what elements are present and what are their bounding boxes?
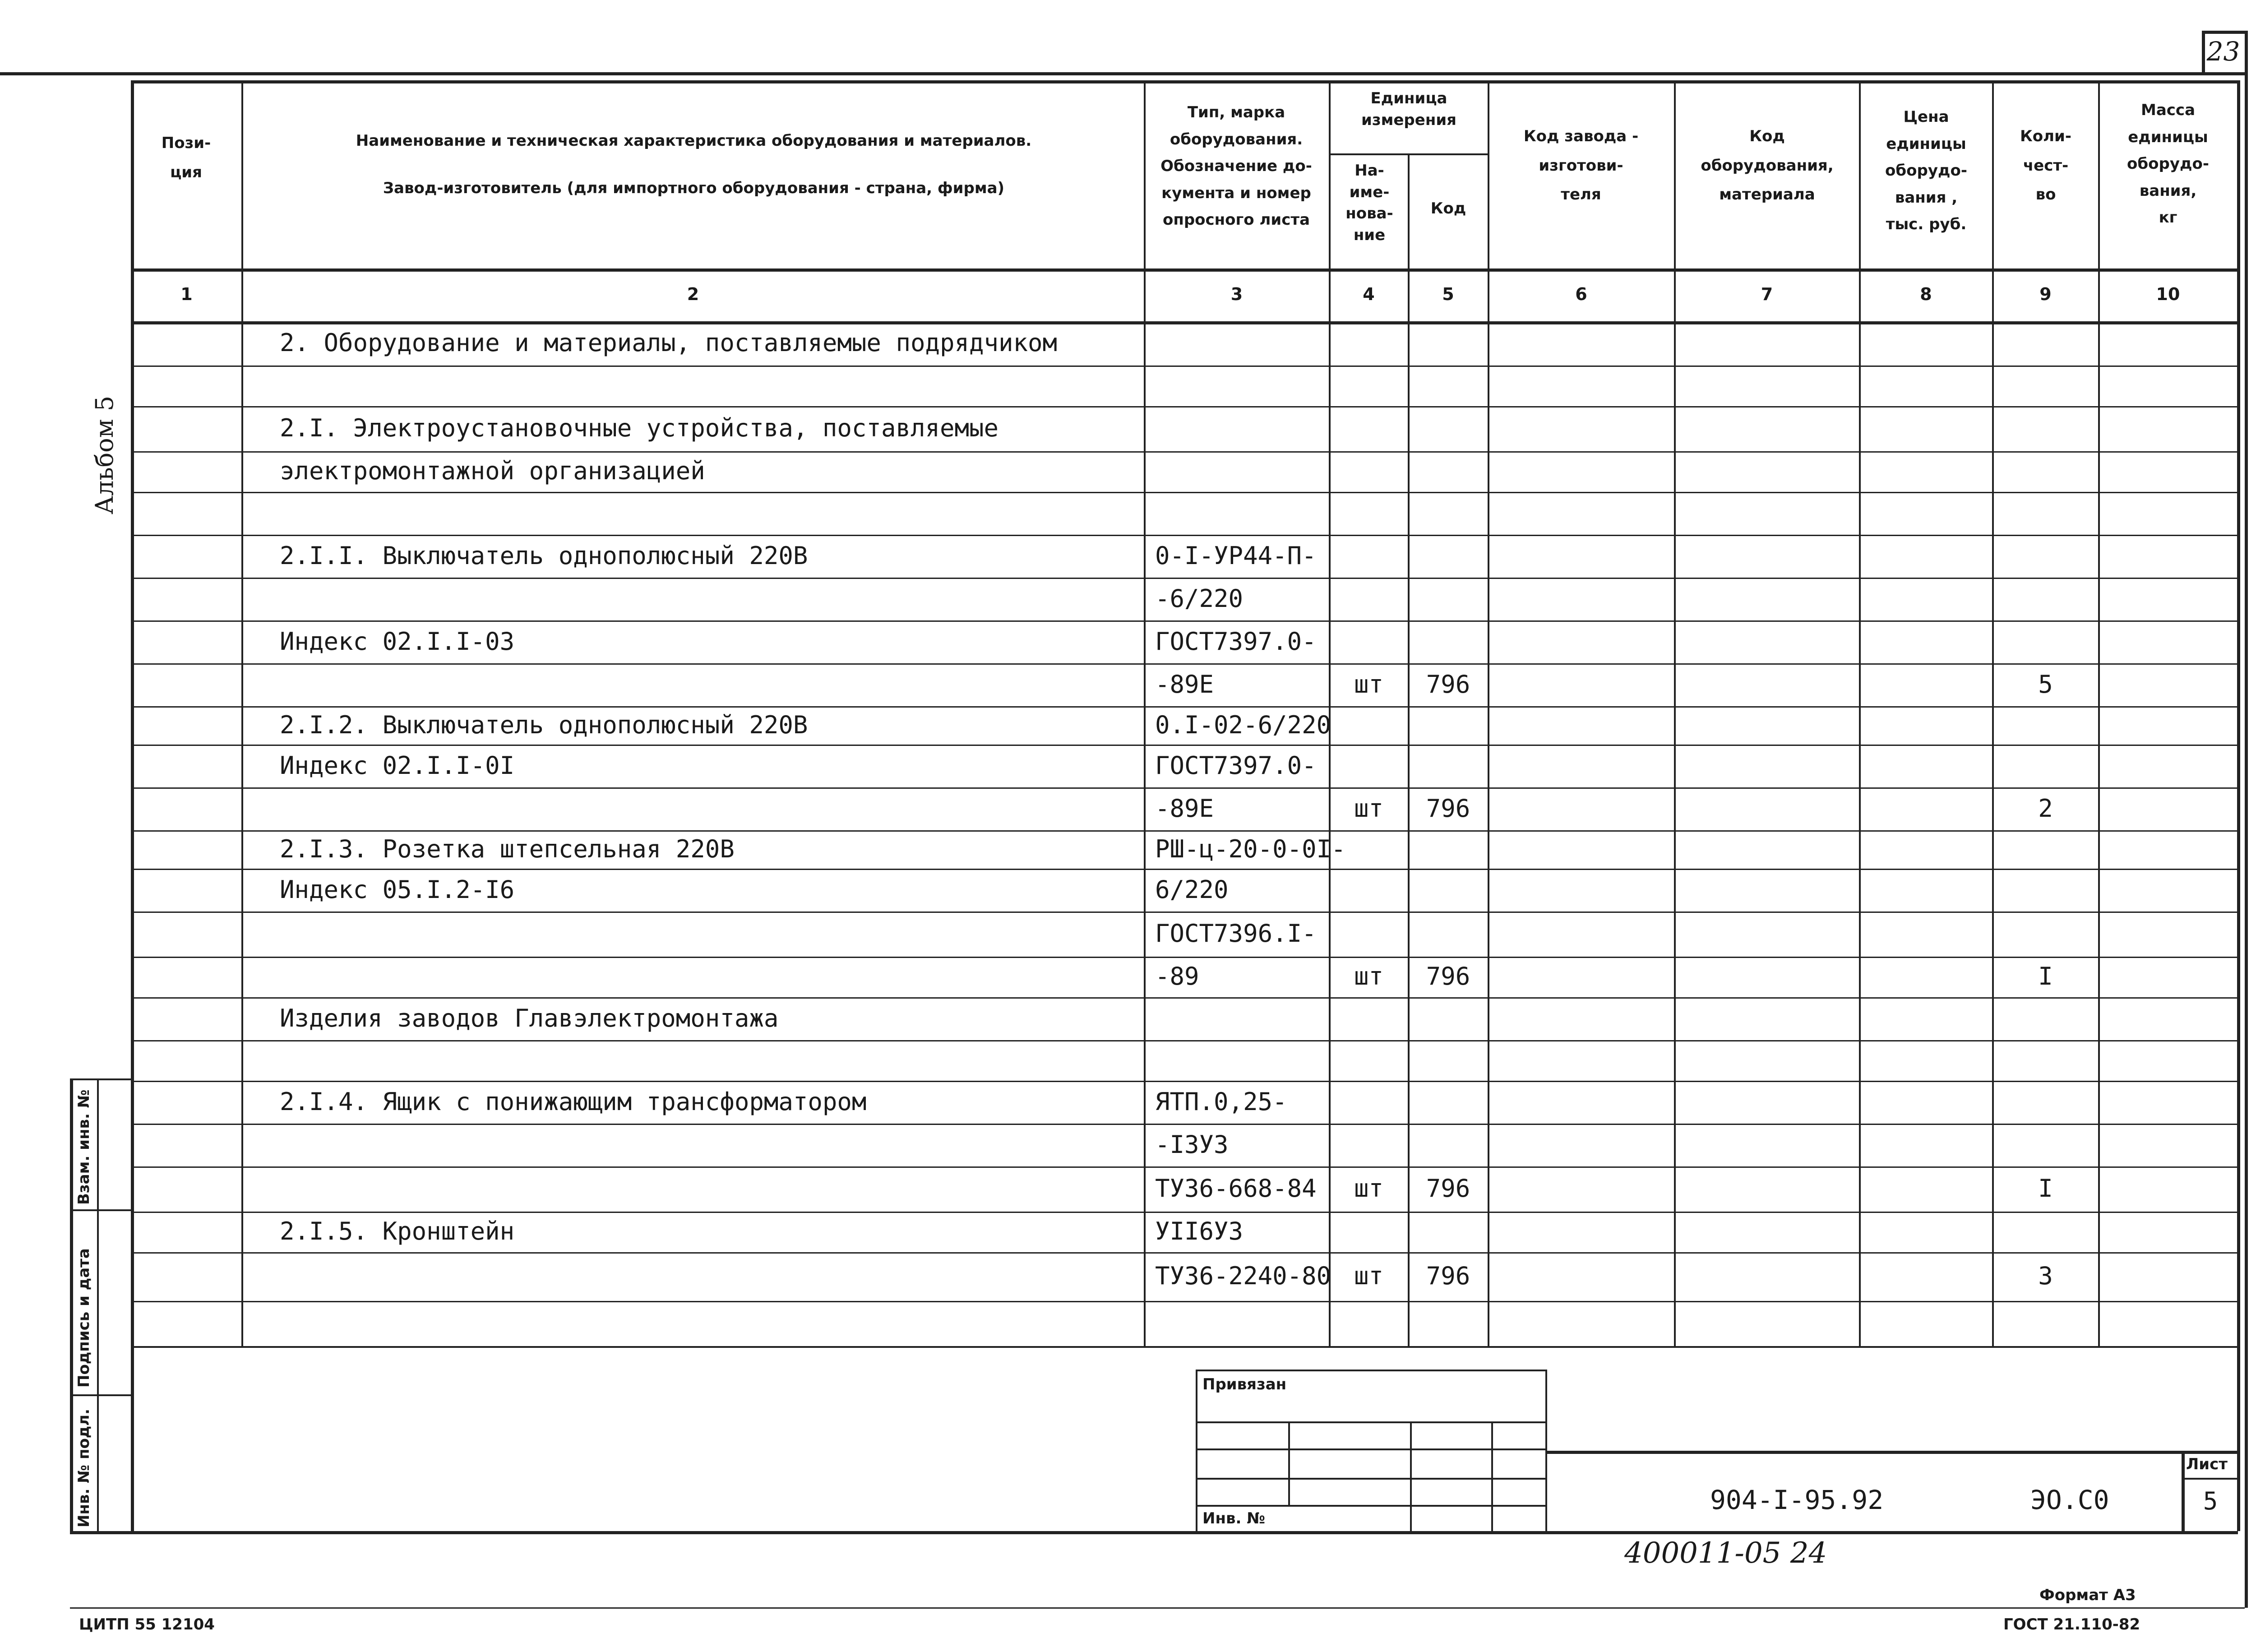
row-type: -89 [1155, 962, 1199, 990]
row-name: электромонтажной организацией [280, 457, 705, 485]
colnum-4: 4 [1363, 284, 1375, 304]
header-mass: Масса единицы оборудо- вания, кг [2127, 101, 2209, 227]
row-separator [131, 745, 2238, 746]
header-name-line2: Завод-изготовитель (для импортного оборудования - страна, фирма) [383, 179, 1005, 197]
row-separator [131, 997, 2238, 999]
header-unit-name: На- име- нова- ние [1345, 162, 1393, 244]
row-unit-code: 796 [1426, 962, 1470, 990]
row-name: Изделия заводов Главэлектромонтажа [280, 1004, 779, 1032]
header-unit-group: Единица измерения [1361, 89, 1456, 129]
tb-left [1196, 1370, 1197, 1531]
colnum-2: 2 [687, 284, 699, 304]
row-type: ЯТП.0,25- [1155, 1087, 1287, 1116]
row-name: 2.I.I. Выключатель однополюсный 220В [280, 541, 808, 570]
row-separator [131, 492, 2238, 493]
row-unit: шт [1354, 670, 1384, 699]
handwritten-note: 400011-05 24 [1624, 1536, 1827, 1570]
corner-box-top [2202, 31, 2245, 34]
colnum-8: 8 [1920, 284, 1932, 304]
table-right [2237, 80, 2240, 1531]
row-name: Индекс 02.I.I-0I [280, 751, 515, 780]
colnum-9: 9 [2039, 284, 2052, 304]
stamp-podpis: Подпись и дата [75, 1248, 93, 1388]
colnum-bottom [131, 321, 2238, 324]
colnum-3: 3 [1230, 284, 1243, 304]
header-quantity: Коли- чест- во [2020, 127, 2071, 204]
sheet-corner-number: 23 [2206, 36, 2240, 67]
row-name: 2.I. Электроустановочные устройства, поставляемые [280, 414, 999, 442]
album-label: Альбом 5 [90, 395, 119, 514]
row-unit-code: 796 [1426, 794, 1470, 823]
col-line-7 [1859, 80, 1861, 1346]
row-type: РШ-ц-20-0-0I- [1155, 835, 1346, 863]
row-quantity: 2 [2038, 794, 2053, 823]
col-line-8 [1992, 80, 1994, 1346]
tb-v1 [1288, 1421, 1290, 1505]
row-unit: шт [1354, 1262, 1384, 1290]
row-unit: шт [1354, 794, 1384, 823]
row-separator [131, 1346, 2238, 1347]
table-bottom [70, 1531, 2238, 1534]
row-separator [131, 451, 2238, 453]
row-type: -89Е [1155, 794, 1214, 823]
row-separator [131, 1301, 2238, 1302]
row-name: 2.I.4. Ящик с понижающим трансформатором [280, 1087, 867, 1116]
row-type: ГОСТ7397.0- [1155, 751, 1317, 780]
row-unit-code: 796 [1426, 1174, 1470, 1203]
row-type: 0.I-02-6/220 [1155, 711, 1331, 739]
row-separator [131, 620, 2238, 622]
stamp-sep-1 [70, 1209, 131, 1211]
row-unit-code: 796 [1426, 670, 1470, 699]
stamp-inv-podl: Инв. № подл. [75, 1408, 93, 1527]
row-separator [131, 1252, 2238, 1254]
row-type: 0-I-УР44-П- [1155, 541, 1317, 570]
row-separator [131, 578, 2238, 579]
tb-list-number: 5 [2203, 1487, 2218, 1515]
colnum-5: 5 [1442, 284, 1454, 304]
row-separator [131, 869, 2238, 870]
col-line-6 [1674, 80, 1676, 1346]
colnum-7: 7 [1761, 284, 1773, 304]
header-maker-code: Код завода - изготови- теля [1523, 127, 1639, 204]
row-name: 2.I.2. Выключатель однополюсный 220В [280, 711, 808, 739]
header-position: Пози- ция [161, 134, 211, 181]
footer-left: ЦИТП 55 12104 [79, 1615, 215, 1633]
tb-main-top [1545, 1451, 2238, 1454]
row-unit: шт [1354, 962, 1384, 990]
row-quantity: 3 [2038, 1262, 2053, 1290]
row-name: 2. Оборудование и материалы, поставляемые подрядчиком [280, 329, 1058, 357]
tb-mark: ЭО.С0 [2030, 1485, 2109, 1515]
row-name: Индекс 05.I.2-I6 [280, 875, 515, 904]
row-separator [131, 406, 2238, 407]
row-type: ГОСТ7396.I- [1155, 919, 1317, 948]
col-line-1 [241, 80, 243, 1346]
tb-top [1196, 1370, 1545, 1371]
row-separator [131, 663, 2238, 665]
footer-gost: ГОСТ 21.110-82 [2003, 1615, 2140, 1633]
col-line-9 [2098, 80, 2100, 1346]
tb-v3 [1491, 1421, 1493, 1531]
colnum-1: 1 [180, 284, 193, 304]
tb-privyazan: Привязан [1202, 1375, 1287, 1393]
footer-rule [70, 1607, 2245, 1609]
row-type: ГОСТ7397.0- [1155, 627, 1317, 656]
stamp-vzam: Взам. инв. № [75, 1089, 93, 1205]
colnum-10: 10 [2156, 284, 2180, 304]
header-unit-code: Код [1430, 199, 1466, 217]
header-bottom [131, 268, 2238, 272]
row-unit: шт [1354, 1174, 1384, 1203]
row-separator [131, 366, 2238, 367]
tb-doc-code: 904-I-95.92 [1710, 1485, 1884, 1515]
footer-format: Формат А3 [2039, 1586, 2136, 1604]
right-border [2245, 31, 2248, 1608]
top-border [0, 72, 2245, 75]
row-separator [131, 1040, 2238, 1041]
row-separator [131, 535, 2238, 536]
col-line-5 [1488, 80, 1489, 1346]
row-quantity: 5 [2038, 670, 2053, 699]
row-name: Индекс 02.I.I-03 [280, 627, 515, 656]
header-equipment-code: Код оборудования, материала [1701, 127, 1834, 204]
row-separator [131, 1081, 2238, 1082]
row-separator [131, 830, 2238, 832]
row-type: 6/220 [1155, 875, 1229, 904]
row-name: 2.I.3. Розетка штепсельная 220В [280, 835, 735, 863]
row-separator [131, 1124, 2238, 1125]
header-name-line1: Наименование и техническая характеристика оборудования и материалов. [356, 132, 1032, 150]
tb-list-sep [2182, 1478, 2238, 1480]
row-unit-code: 796 [1426, 1262, 1470, 1290]
row-type: -I3У3 [1155, 1130, 1229, 1159]
header-price: Цена единицы оборудо- вания , тыс. руб. [1885, 108, 1967, 233]
tb-list-label: Лист [2186, 1455, 2228, 1473]
header-type: Тип, марка оборудования. Обозначение до- кумента и номер опросного листа [1160, 103, 1312, 229]
col-line-2 [1144, 80, 1146, 1346]
row-type: -89Е [1155, 670, 1214, 699]
row-separator [131, 1166, 2238, 1168]
colnum-6: 6 [1575, 284, 1587, 304]
row-type: -6/220 [1155, 584, 1244, 613]
stamp-strip-left [70, 1078, 73, 1531]
stamp-strip-top [70, 1078, 131, 1080]
stamp-strip-mid [97, 1078, 99, 1531]
row-separator [131, 912, 2238, 913]
row-separator [131, 706, 2238, 708]
row-type: ТУ36-2240-80 [1155, 1262, 1331, 1290]
row-separator [131, 787, 2238, 789]
row-type: УII6У3 [1155, 1217, 1244, 1245]
tb-right [1545, 1370, 1547, 1531]
table-top [131, 80, 2238, 83]
row-separator [131, 1212, 2238, 1213]
stamp-sep-2 [70, 1394, 131, 1396]
row-separator [131, 957, 2238, 958]
row-type: ТУ36-668-84 [1155, 1174, 1317, 1203]
row-name: 2.I.5. Кронштейн [280, 1217, 515, 1245]
row-quantity: I [2038, 1174, 2053, 1203]
tb-inv-no: Инв. № [1202, 1509, 1266, 1527]
tb-v2 [1410, 1421, 1412, 1531]
row-quantity: I [2038, 962, 2053, 990]
